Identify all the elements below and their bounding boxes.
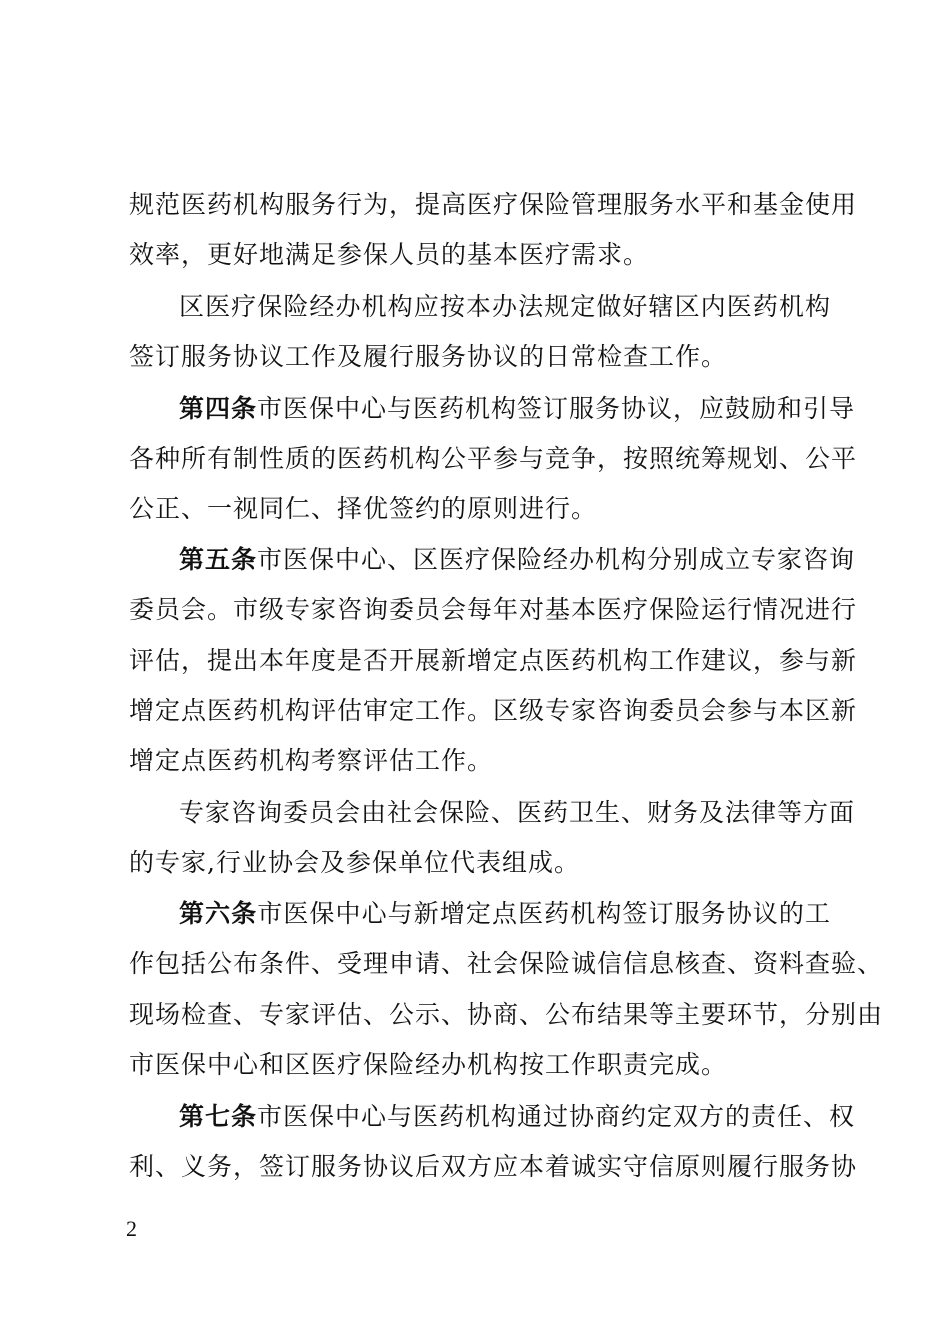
paragraph-line: 的专家,行业协会及参保单位代表组成。 bbox=[129, 848, 580, 877]
paragraph-line: 作包括公布条件、受理申请、社会保险诚信信息核查、资料查验、 bbox=[129, 949, 884, 978]
paragraph-line: 公正、一视同仁、择优签约的原则进行。 bbox=[129, 494, 598, 523]
paragraph-line: 市医保中心和区医疗保险经办机构按工作职责完成。 bbox=[129, 1050, 728, 1079]
paragraph-line: 评估，提出本年度是否开展新增定点医药机构工作建议，参与新 bbox=[129, 646, 858, 675]
paragraph-line: 签订服务协议工作及履行服务协议的日常检查工作。 bbox=[129, 342, 728, 371]
paragraph-line: 效率，更好地满足参保人员的基本医疗需求。 bbox=[129, 240, 650, 269]
paragraph-line: 增定点医药机构考察评估工作。 bbox=[129, 746, 494, 775]
paragraph-line: 现场检查、专家评估、公示、协商、公布结果等主要环节，分别由 bbox=[129, 1000, 884, 1029]
paragraph-line: 利、义务，签订服务协议后双方应本着诚实守信原则履行服务协 bbox=[129, 1152, 858, 1181]
paragraph-line: 区医疗保险经办机构应按本办法规定做好辖区内医药机构 bbox=[179, 292, 831, 321]
paragraph-line: 专家咨询委员会由社会保险、医药卫生、财务及法律等方面 bbox=[179, 798, 856, 827]
article-heading: 第五条 bbox=[179, 545, 258, 574]
page-number: 2 bbox=[126, 1216, 137, 1241]
article-heading: 第七条 bbox=[179, 1102, 258, 1131]
article-7-first-line: 第七条市医保中心与医药机构通过协商约定双方的责任、权 bbox=[179, 1102, 856, 1131]
article-5-first-line: 第五条市医保中心、区医疗保险经办机构分别成立专家咨询 bbox=[179, 545, 856, 574]
article-heading: 第四条 bbox=[179, 394, 258, 423]
paragraph-line: 各种所有制性质的医药机构公平参与竞争，按照统筹规划、公平 bbox=[129, 444, 858, 473]
article-6-first-line: 第六条市医保中心与新增定点医药机构签订服务协议的工 bbox=[179, 899, 831, 928]
article-heading: 第六条 bbox=[179, 899, 258, 928]
article-4-first-line: 第四条市医保中心与医药机构签订服务协议，应鼓励和引导 bbox=[179, 394, 856, 423]
paragraph-line: 委员会。市级专家咨询委员会每年对基本医疗保险运行情况进行 bbox=[129, 595, 858, 624]
paragraph-line: 规范医药机构服务行为，提高医疗保险管理服务水平和基金使用 bbox=[129, 190, 858, 219]
paragraph-line: 增定点医药机构评估审定工作。区级专家咨询委员会参与本区新 bbox=[129, 696, 858, 725]
